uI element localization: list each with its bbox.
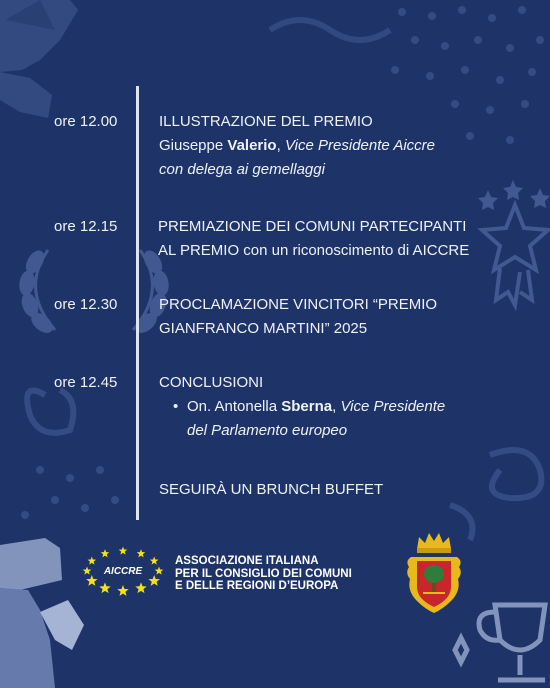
speaker-last-name: Valerio — [227, 137, 277, 154]
logo-star-icon — [155, 567, 164, 575]
speaker-role-continued: del Parlamento europeo — [187, 422, 348, 439]
logo-star-icon — [83, 567, 92, 575]
schedule-time: ore 12.15 — [54, 218, 118, 235]
aiccre-logo — [78, 543, 168, 601]
schedule-item-4 — [159, 371, 445, 443]
organization-name-line: PER IL CONSIGLIO DEI COMUNI — [175, 567, 352, 580]
speaker-bullet-item: • On. Antonella Sberna, Vice Presidente — [159, 395, 445, 419]
schedule-title: PROCLAMAZIONE VINCITORI “PREMIO — [159, 296, 438, 313]
schedule-title-continued: GIANFRANCO MARTINI” 2025 — [159, 320, 368, 337]
logo-star-icon — [135, 582, 146, 593]
speaker-first-name: On. Antonella — [187, 398, 278, 415]
aiccre-logo-text: AICCRE — [103, 566, 143, 577]
schedule-item-2 — [158, 215, 469, 263]
logo-star-icon — [148, 575, 159, 586]
logo-star-icon — [117, 585, 128, 596]
logo-star-icon — [99, 582, 110, 593]
schedule-title: ILLUSTRAZIONE DEL PREMIO — [159, 113, 373, 130]
schedule-item-3 — [159, 293, 437, 341]
logo-star-icon — [88, 557, 97, 565]
schedule-time: ore 12.00 — [54, 113, 118, 130]
schedule-title-continued: AL PREMIO con un riconoscimento di AICCRE — [158, 242, 470, 259]
speaker-role-continued: con delega ai gemellaggi — [159, 161, 325, 178]
speaker-role: Vice Presidente — [340, 398, 446, 415]
logo-star-icon — [101, 549, 110, 557]
organization-name-line: E DELLE REGIONI D’EUROPA — [175, 580, 339, 592]
organization-name-line: ASSOCIAZIONE ITALIANA — [175, 555, 319, 567]
organization-name — [175, 555, 352, 593]
municipal-crest-icon — [405, 531, 463, 616]
closing-note: SEGUIRÀ UN BRUNCH BUFFET — [159, 481, 384, 498]
schedule-time: ore 12.30 — [54, 296, 118, 313]
speaker-role: Vice Presidente Aiccre — [284, 137, 436, 154]
logo-star-icon — [86, 575, 97, 586]
schedule-title: PREMIAZIONE DEI COMUNI PARTECIPANTI — [158, 218, 467, 235]
speaker-first-name: Giuseppe — [159, 137, 224, 154]
bullet-icon: • — [173, 398, 179, 415]
speaker-last-name: Sberna — [281, 398, 333, 415]
schedule-title: CONCLUSIONI — [159, 374, 264, 391]
speaker-line: Giuseppe Valerio, Vice Presidente Aiccre — [159, 137, 436, 154]
timeline-divider — [136, 86, 139, 520]
logo-star-icon — [137, 549, 146, 557]
logo-star-icon — [119, 547, 128, 555]
schedule-time: ore 12.45 — [54, 374, 118, 391]
logo-star-icon — [150, 557, 159, 565]
schedule-item-1 — [159, 110, 435, 182]
